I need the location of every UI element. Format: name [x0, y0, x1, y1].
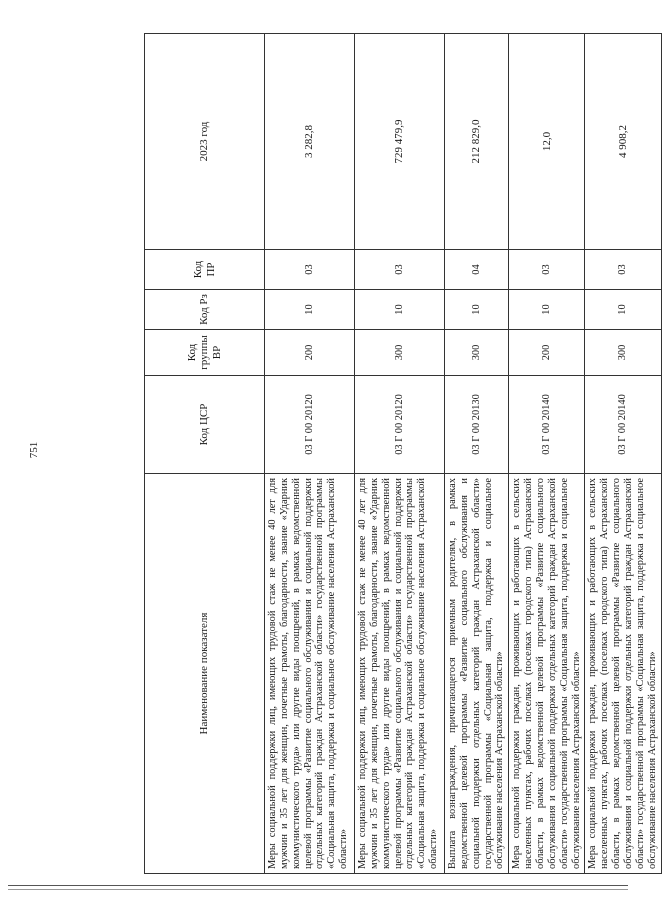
row-value: 4 908,2	[585, 34, 661, 250]
row-rz: 10	[509, 290, 585, 330]
rotated-table-wrapper	[144, 34, 658, 874]
row-value: 212 829,0	[445, 34, 509, 250]
table-header-row	[145, 34, 265, 874]
row-csr: 03 Г 00 20120	[355, 376, 445, 474]
page-number: 751	[28, 441, 40, 459]
header-year: 2023 год	[145, 34, 265, 250]
table-row	[585, 34, 661, 874]
row-csr: 03 Г 00 20130	[445, 376, 509, 474]
row-rz: 10	[355, 290, 445, 330]
row-pr: 03	[585, 250, 661, 290]
row-vr: 200	[265, 330, 355, 376]
header-csr: Код ЦСР	[145, 376, 265, 474]
row-name: Мера социальной поддержки граждан, проживающих и работающих в сельских населенных пунктах, рабочих поселках (поселках городского типа) Астраханской области, в рамках ведомственной целевой программы «Развитие социального обслуживания и социальной поддержки отдельных категорий граждан Астраханской области» государственной программы «Социальная защита, поддержка и социальное обслуживание населения Астраханской области»	[585, 474, 661, 874]
row-csr: 03 Г 00 20140	[509, 376, 585, 474]
table-row	[509, 34, 585, 874]
row-pr: 03	[509, 250, 585, 290]
row-csr: 03 Г 00 20120	[265, 376, 355, 474]
header-pr: Код ПР	[145, 250, 265, 290]
table-row	[265, 34, 355, 874]
row-vr: 300	[445, 330, 509, 376]
row-vr: 300	[585, 330, 661, 376]
row-value: 3 282,8	[265, 34, 355, 250]
row-csr: 03 Г 00 20140	[585, 376, 661, 474]
row-name: Меры социальной поддержки лиц, имеющих трудовой стаж не менее 40 лет для мужчин и 35 лет для женщин, почетные грамоты, благодарности, звание «Ударник коммунистического труда» или другие виды поощрений, в рамках ведомственной целевой программы «Развитие социального обслуживания и социальной поддержки отдельных категорий граждан Астраханской области» государственной программы «Социальная защита, поддержка и социальное обслуживание населения Астраханской области»	[265, 474, 355, 874]
row-vr: 300	[355, 330, 445, 376]
row-rz: 10	[585, 290, 661, 330]
table-row	[445, 34, 509, 874]
bottom-margin-line	[8, 885, 628, 886]
header-rz: Код Рз	[145, 290, 265, 330]
row-vr: 200	[509, 330, 585, 376]
row-value: 12,0	[509, 34, 585, 250]
table-row	[355, 34, 445, 874]
row-name: Меры социальной поддержки лиц, имеющих трудовой стаж не менее 40 лет для мужчин и 35 лет для женщин, почетные грамоты, благодарности, звание «Ударник коммунистического труда» или другие виды поощрений, в рамках ведомственной целевой программы «Развитие социального обслуживания и социальной поддержки отдельных категорий граждан Астраханской области» государственной программы «Социальная защита, поддержка и социальное обслуживание населения Астраханской области»	[355, 474, 445, 874]
bottom-margin-line-secondary	[8, 889, 628, 890]
row-rz: 10	[445, 290, 509, 330]
row-pr: 03	[265, 250, 355, 290]
row-name: Выплата вознаграждения, причитающегося приемным родителям, в рамках ведомственной целевой программы «Развитие социального обслуживания и социальной поддержки отдельных категорий граждан Астраханской области» государственной программы «Социальная защита, поддержка и социальное обслуживание населения Астраханской области»	[445, 474, 509, 874]
header-name: Наименование показателя	[145, 474, 265, 874]
row-rz: 10	[265, 290, 355, 330]
row-pr: 03	[355, 250, 445, 290]
row-pr: 04	[445, 250, 509, 290]
budget-table	[144, 33, 662, 874]
row-name: Мера социальной поддержки граждан, проживающих и работающих в сельских населенных пунктах, рабочих поселках (поселках городского типа) Астраханской области, в рамках ведомственной целевой программы «Развитие социального обслуживания и социальной поддержки отдельных категорий граждан Астраханской области» государственной программы «Социальная защита, поддержка и социальное обслуживание населения Астраханской области»	[509, 474, 585, 874]
header-vr: Код группы ВР	[145, 330, 265, 376]
row-value: 729 479,9	[355, 34, 445, 250]
